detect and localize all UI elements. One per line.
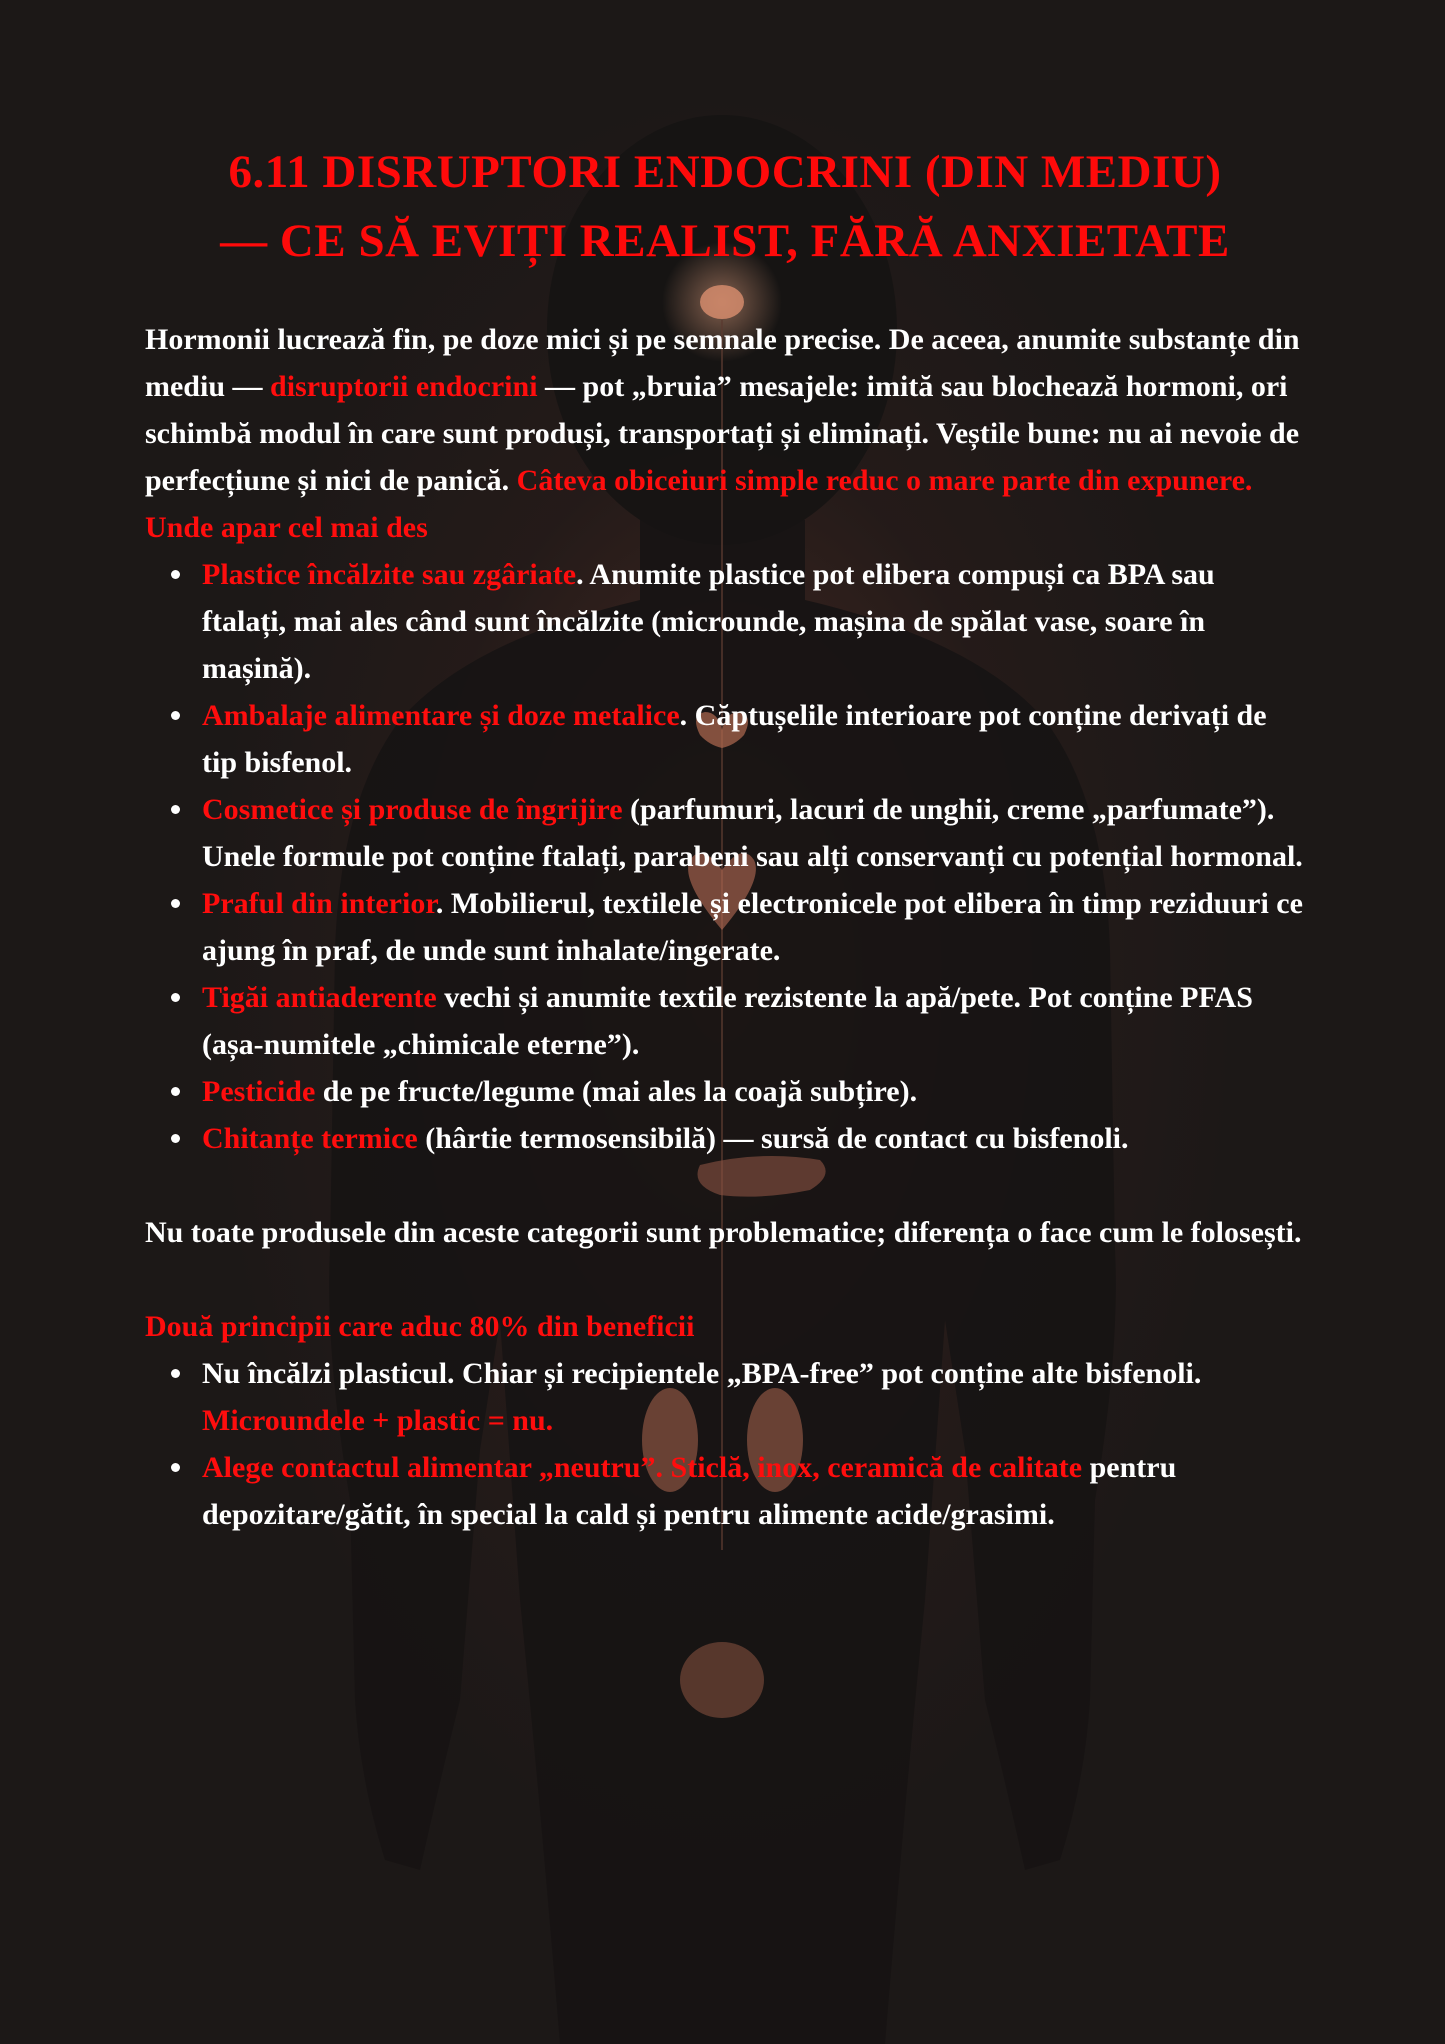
- list-item: [202, 786, 1305, 880]
- item-highlight: Plastice încălzite sau zgâriate: [202, 558, 577, 591]
- spacer: [145, 1256, 1305, 1303]
- sources-list: [145, 551, 1305, 1162]
- section-heading-principles: Două principii care aduc 80% din beneficii: [145, 1310, 695, 1343]
- list-item: [202, 551, 1305, 692]
- page-title: [145, 138, 1305, 276]
- item-text: . Căptușelile interioare pot conține derivați de tip bisfenol.: [202, 699, 1267, 779]
- item-text: (hârtie termosensibilă) — sursă de contact cu bisfenoli.: [417, 1122, 1129, 1155]
- intro-text: Hormonii lucrează fin, pe doze mici și pe semnale precise. De aceea, anumite substanțe din mediu —: [145, 323, 1300, 403]
- item-highlight: Alege contactul alimentar „neutru”. Sticlă, inox, ceramică de calitate: [202, 1451, 1083, 1484]
- list-item: [202, 1444, 1305, 1538]
- item-highlight: Ambalaje alimentare și doze metalice: [202, 699, 680, 732]
- list-item: [202, 1350, 1305, 1444]
- item-highlight: Praful din interior: [202, 887, 436, 920]
- item-text: . Mobilierul, textilele și electronicele pot elibera în timp reziduuri ce ajung în praf, de unde sunt inhalate/ingerate.: [202, 887, 1303, 967]
- item-text: pentru depozitare/gătit, în special la cald și pentru alimente acide/grasimi.: [202, 1451, 1177, 1531]
- list-item: [202, 880, 1305, 974]
- item-highlight: Pesticide: [202, 1075, 316, 1108]
- section-heading-sources: Unde apar cel mai des: [145, 511, 428, 544]
- item-highlight: Tigăi antiaderente: [202, 981, 437, 1014]
- title-line-1: 6.11 DISRUPTORI ENDOCRINI (DIN MEDIU): [228, 146, 1222, 198]
- item-text: (parfumuri, lacuri de unghii, creme „parfumate”). Unele formule pot conține ftalați, parabeni sau alți conservanți cu potențial hormonal.: [202, 793, 1303, 873]
- item-highlight: Cosmetice și produse de îngrijire: [202, 793, 623, 826]
- list-item: [202, 974, 1305, 1068]
- list-item: [202, 692, 1305, 786]
- item-text: Nu încălzi plasticul. Chiar și recipientele „BPA-free” pot conține alte bisfenoli.: [202, 1357, 1202, 1390]
- intro-text-2: — pot „bruia” mesajele: imită sau blochează hormoni, ori schimbă modul în care sunt produși, transportați și eliminați. Veștile bune: nu ai nevoie de perfecțiune și nici de panică.: [145, 370, 1300, 497]
- intro-highlight-habits: Câteva obiceiuri simple reduc o mare parte din expunere.: [516, 464, 1253, 497]
- item-highlight: Chitanțe termice: [202, 1122, 418, 1155]
- title-line-2: — CE SĂ EVIȚI REALIST, FĂRĂ ANXIETATE: [220, 215, 1230, 267]
- principles-list: [145, 1350, 1305, 1538]
- item-highlight: Microundele + plastic = nu.: [202, 1404, 554, 1437]
- intro-highlight-disruptors: disruptorii endocrini: [270, 370, 538, 403]
- item-text: de pe fructe/legume (mai ales la coajă subțire).: [315, 1075, 918, 1108]
- intro-paragraph: [145, 316, 1305, 504]
- spacer: [145, 1162, 1305, 1209]
- item-text: vechi și anumite textile rezistente la apă/pete. Pot conține PFAS (așa-numitele „chimicale eterne”).: [202, 981, 1253, 1061]
- list-item: [202, 1068, 1305, 1115]
- note-paragraph: Nu toate produsele din aceste categorii sunt problematice; diferența o face cum le folosești.: [145, 1216, 1302, 1249]
- list-item: [202, 1115, 1305, 1162]
- item-text: . Anumite plastice pot elibera compuși ca BPA sau ftalați, mai ales când sunt încălzite (microunde, mașina de spălat vase, soare în mașină).: [202, 558, 1215, 685]
